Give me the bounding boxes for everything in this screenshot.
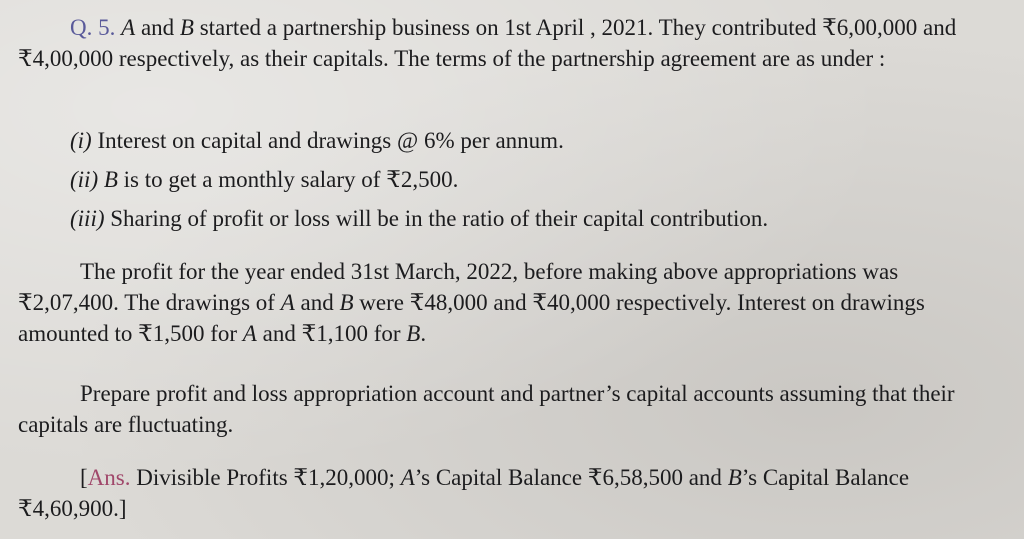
term-text: Sharing of profit or loss will be in the ratio of their capital contribution. [110, 206, 769, 231]
term-item-2 [70, 164, 990, 195]
partner-a: A [121, 15, 136, 40]
term-item-1 [70, 125, 990, 156]
question-intro-text: started a partnership business on 1st April , 2021. They contributed ₹6,00,000 and ₹4,00,000 respectively, as their capitals. The terms of the partnership agreement are as under : [18, 15, 957, 71]
details-text-2: were ₹48,000 and ₹40,000 respectively. Interest on drawings amounted to ₹1,500 for [18, 290, 925, 346]
details-text-3: and ₹1,100 for [262, 321, 401, 346]
details-partner-b-2: B [406, 321, 421, 346]
details-paragraph [18, 256, 1002, 349]
question-and: and [140, 15, 175, 40]
partner-b: B [179, 15, 194, 40]
answer-partner-a: A [400, 465, 415, 490]
term-numeral: (ii) [70, 167, 99, 192]
details-partner-a-2: A [242, 321, 257, 346]
answer-text-2: ’s Capital Balance ₹6,58,500 and [414, 465, 722, 490]
answer-text-1: Divisible Profits ₹1,20,000; [136, 465, 395, 490]
details-and: and [300, 290, 334, 315]
instruction-paragraph [18, 378, 1002, 440]
answer-label: Ans. [87, 465, 131, 490]
answer-text-3: ’s Capital Balance ₹4,60,900.] [18, 465, 910, 521]
term-text: Interest on capital and drawings @ 6% per annum. [97, 128, 564, 153]
question-paragraph [18, 12, 1002, 74]
details-text-1: The profit for the year ended 31st March, 2022, before making above appropriations was ₹2,07,400. The drawings of [18, 259, 899, 315]
details-partner-b: B [339, 290, 354, 315]
answer-open-bracket: [ [80, 465, 88, 490]
details-end: . [420, 321, 427, 346]
question-number: Q. 5. [70, 15, 116, 40]
details-partner-a: A [280, 290, 295, 315]
term-text: is to get a monthly salary of ₹2,500. [123, 167, 459, 192]
instruction-text: Prepare profit and loss appropriation account and partner’s capital accounts assuming that their capitals are fluctuating. [18, 381, 955, 437]
answer-partner-b: B [727, 465, 742, 490]
answer-paragraph [18, 462, 1002, 524]
term-partner-b: B [103, 167, 118, 192]
term-numeral: (i) [70, 128, 92, 153]
term-numeral: (iii) [70, 206, 105, 231]
term-item-3 [70, 203, 990, 234]
